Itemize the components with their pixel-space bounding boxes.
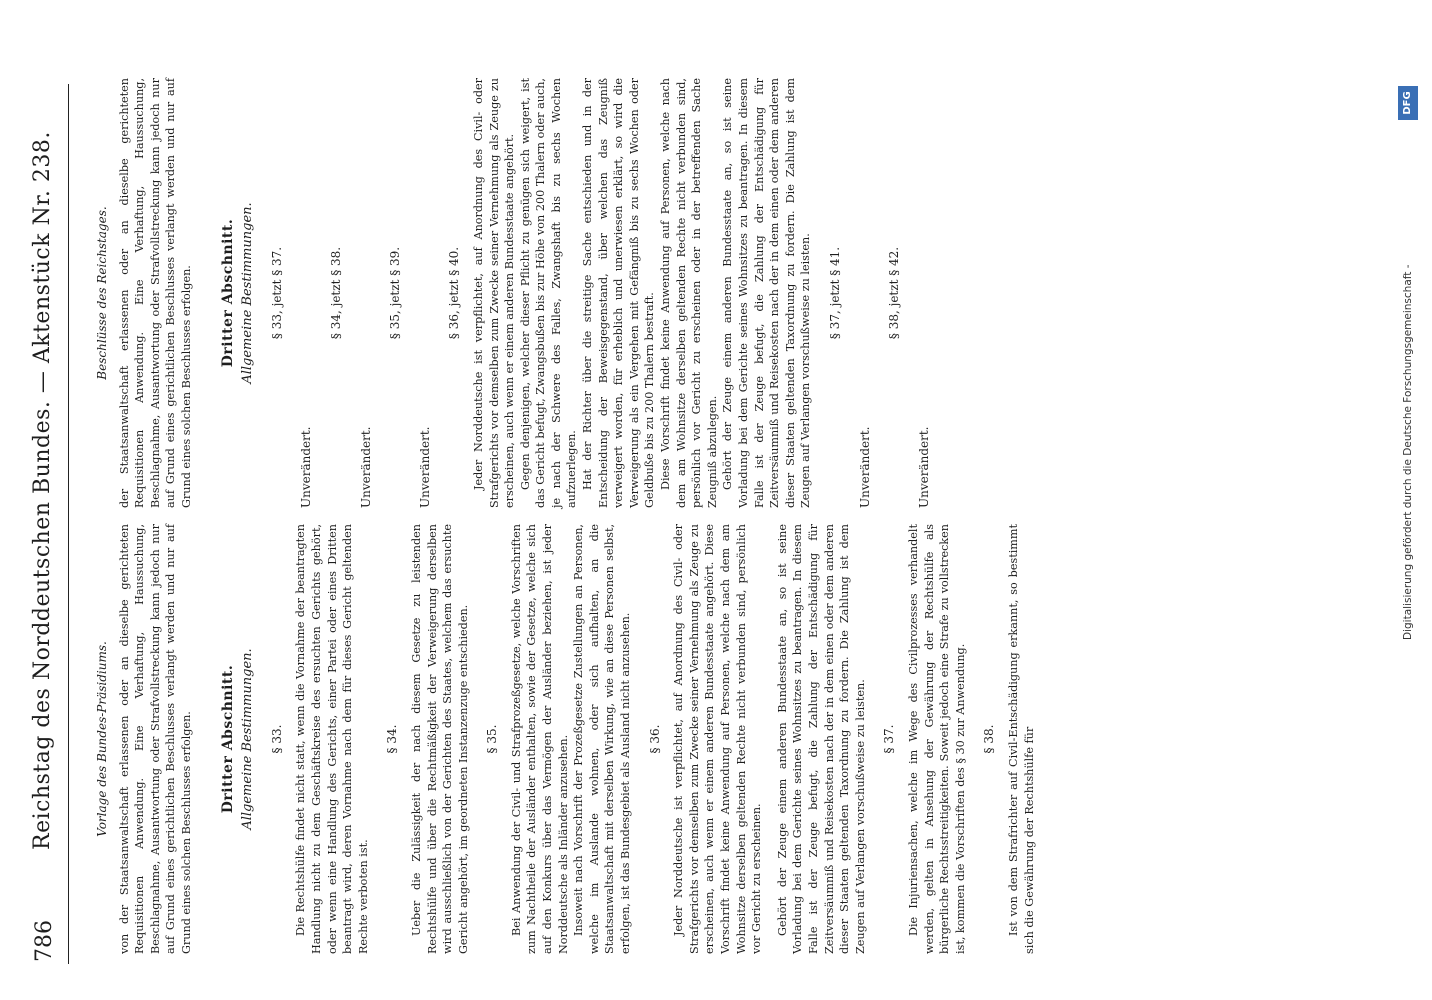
paragraph-text: Jeder Norddeutsche ist verpflichtet, auf Anordnung des Civil- oder Strafgerichts vor demselben zum Zwecke seiner Vernehmung als Zeuge zu erscheinen, auch wenn er einem anderen Bundesstaate angehört. Diese Vorschrift findet keine Anwendung auf Personen, welche nach dem am Wohnsitze derselben geltenden Rechte nicht verbunden sind, persönlich vor Gericht zu erscheinen. [672,524,764,954]
paragraph-number: § 35, jetzt § 39. [388,246,403,340]
subsection-title: Allgemeine Bestimmungen. [240,202,256,384]
right-column-heading: Beschlüsse des Reichstages. [95,206,109,380]
paragraph-number: § 38, jetzt § 42. [887,246,902,340]
paragraph-text: Gehört der Zeuge einem anderen Bundesstaate an, so ist seine Vorladung bei dem Gerichte seines Wohnsitzes zu beantragen. In diesem Falle ist der Zeuge befugt, die Zahlung der Entschädigung für Zeitversäumniß und Reisekosten nach der in dem einen oder dem anderen dieser Staaten geltenden Taxordnung zu fordern. Die Zahlung ist dem Zeugen auf Verlangen vorschußweise zu leisten. [721,78,813,508]
section-title: Dritter Abschnitt. [219,664,236,814]
unchanged-note: Unverändert. [358,426,373,508]
digitization-credit [1398,0,1422,1000]
right-paragraph: der Staatsanwaltschaft erlassenen oder an dieselbe gerichteten Requisitionen Anwendung. Eine Verhaftung, Haussuchung, Beschlagnahme, Ausantwortung oder Strafvollstreckung kann jedoch nur auf Grund eines gerichtlichen Beschlusses verlangt werden und nur auf Grund eines solchen Beschlusses erfolgen. [117,78,193,508]
credit-text: Digitalisierung gefördert durch die Deutsche Forschungsgemeinschaft - [1402,264,1414,640]
paragraph-number: § 33, jetzt § 37. [269,246,284,340]
paragraph-text: Die Rechtshülfe findet nicht statt, wenn die Vornahme der beantragten Handlung nicht zu dem Geschäftskreise des ersuchten Gerichts gehört, oder wenn eine Handlung des Gerichts, einer Partei oder eines Dritten beantragt wird, deren Vornahme nach dem für dieses Gericht geltenden Rechte verboten ist. [294,524,370,954]
unchanged-note: Unverändert. [916,426,931,508]
paragraph-text: Die Injuriensachen, welche im Wege des Civilprozesses verhandelt werden, gelten in Ansehung der Gewährung der Rechtshülfe als bürgerliche Rechtsstreitigkeiten. Soweit jedoch eine Strafe zu vollstrecken ist, kommen die Vorschriften des § 30 zur Anwendung. [906,524,967,954]
paragraph-text: Gehört der Zeuge einem anderen Bundesstaate an, so ist seine Vorladung bei dem Gerichte seines Wohnsitzes zu beantragen. In diesem Falle ist der Zeuge befugt, die Zahlung der Entschädigung für Zeitversäumniß und Reisekosten nach der in dem einen oder dem anderen dieser Staaten geltenden Taxordnung zu fordern. Die Zahlung ist dem Zeugen auf Verlangen vorschußweise zu leisten. [775,524,867,954]
paragraph-number: § 36, jetzt § 40. [447,246,462,340]
paragraph-text: Jeder Norddeutsche ist verpflichtet, auf Anordnung des Civil- oder Strafgerichts vor demselben zum Zwecke seiner Vernehmung als Zeuge zu erscheinen, auch wenn er einem anderen Bundesstaate angehört. [471,78,517,508]
page-header [28,0,86,1000]
unchanged-note: Unverändert. [299,426,314,508]
header-rule [68,84,69,964]
paragraph-text: Diese Vorschrift findet keine Anwendung auf Personen, welche nach dem am Wohnsitze derselben geltenden Rechte nicht verbunden sind, persönlich vor Gericht zu erscheinen oder in der betreffenden Sache Zeugniß abzulegen. [659,78,719,508]
paragraph-text: Insoweit nach Vorschrift der Prozeßgesetze Zustellungen an Personen, welche im Auslande wohnen, oder sich aufhalten, an die Staatsanwaltschaft mit derselben Wirkung, wie an diese Personen selbst, erfolgen, ist das Bundesgebiet als Ausland nicht anzusehen. [572,524,633,954]
paragraph-number: § 36. [647,724,662,754]
paragraph-number: § 38. [982,724,997,754]
left-paragraph: von der Staatsanwaltschaft erlassenen oder an dieselbe gerichteten Requisitionen Anwendung. Eine Verhaftung, Haussuchung, Beschlagnahme, Ausantwortung oder Strafvollstreckung kann jedoch nur auf Grund eines gerichtlichen Beschlusses verlangt werden und nur auf Grund eines solchen Beschlusses erfolgen. [117,524,193,954]
section-title: Dritter Abschnitt. [219,218,236,368]
subsection-title: Allgemeine Bestimmungen. [240,648,256,830]
paragraph-text: Ueber die Zulässigkeit der nach diesem Gesetze zu leistenden Rechtshülfe und über die Rechtmäßigkeit der Verweigerung derselben wird ausschließlich von der Gerichten des Staates, welchem das ersuchte Gericht angehört, im geordneten Instanzenzuge entschieden. [409,524,470,954]
right-column [95,78,946,508]
paragraph-number: § 33. [269,724,284,754]
paragraph-number: § 35. [485,724,500,754]
paragraph-text: Ist von dem Strafrichter auf Civil-Entschädigung erkannt, so bestimmt sich die Gewährung der Rechtshülfe für [1006,524,1036,954]
left-column [95,524,1037,954]
left-column-heading: Vorlage des Bundes-Präsidiums. [95,641,109,837]
paragraph-number: § 37. [882,724,897,754]
paragraph-number: § 34, jetzt § 38. [328,246,343,340]
page-number: 786 [32,920,57,962]
paragraph-number: § 34. [385,724,400,754]
page-title: Reichstag des Norddeutschen Bundes. — Aktenstück Nr. 238. [30,131,55,850]
paragraph-number: § 37, jetzt § 41. [827,246,842,340]
unchanged-note: Unverändert. [417,426,432,508]
paragraph-text: Gegen denjenigen, welcher dieser Pflicht zu genügen sich weigert, ist das Gericht befugt, Zwangsbußen bis zur Höhe von 200 Thalern oder auch, je nach der Schwere des Falles, Zwangshaft bis zu sechs Wochen aufzuerlegen. [518,78,579,508]
paragraph-text: Hat der Richter über die streitige Sache entschieden und in der Entscheidung der Beweisgegenstand, über welchen das Zeugniß verweigert worden, für erheblich und unerwiesen erklärt, so wird die Verweigerung als ein Vergehen mit Gefängniß bis zu sechs Wochen oder Geldbuße bis zu 200 Thalern bestraft. [581,78,657,508]
dfg-logo-icon: DFG [1398,86,1418,120]
paragraph-text: Bei Anwendung der Civil- und Strafprozeßgesetze, welche Vorschriften zum Nachtheile der Ausländer enthalten, sowie der Gesetze, welche sich auf den Konkurs über das Vermögen der Ausländer beziehen, ist jeder Norddeutsche als Inländer anzusehen. [509,524,570,954]
unchanged-note: Unverändert. [857,426,872,508]
